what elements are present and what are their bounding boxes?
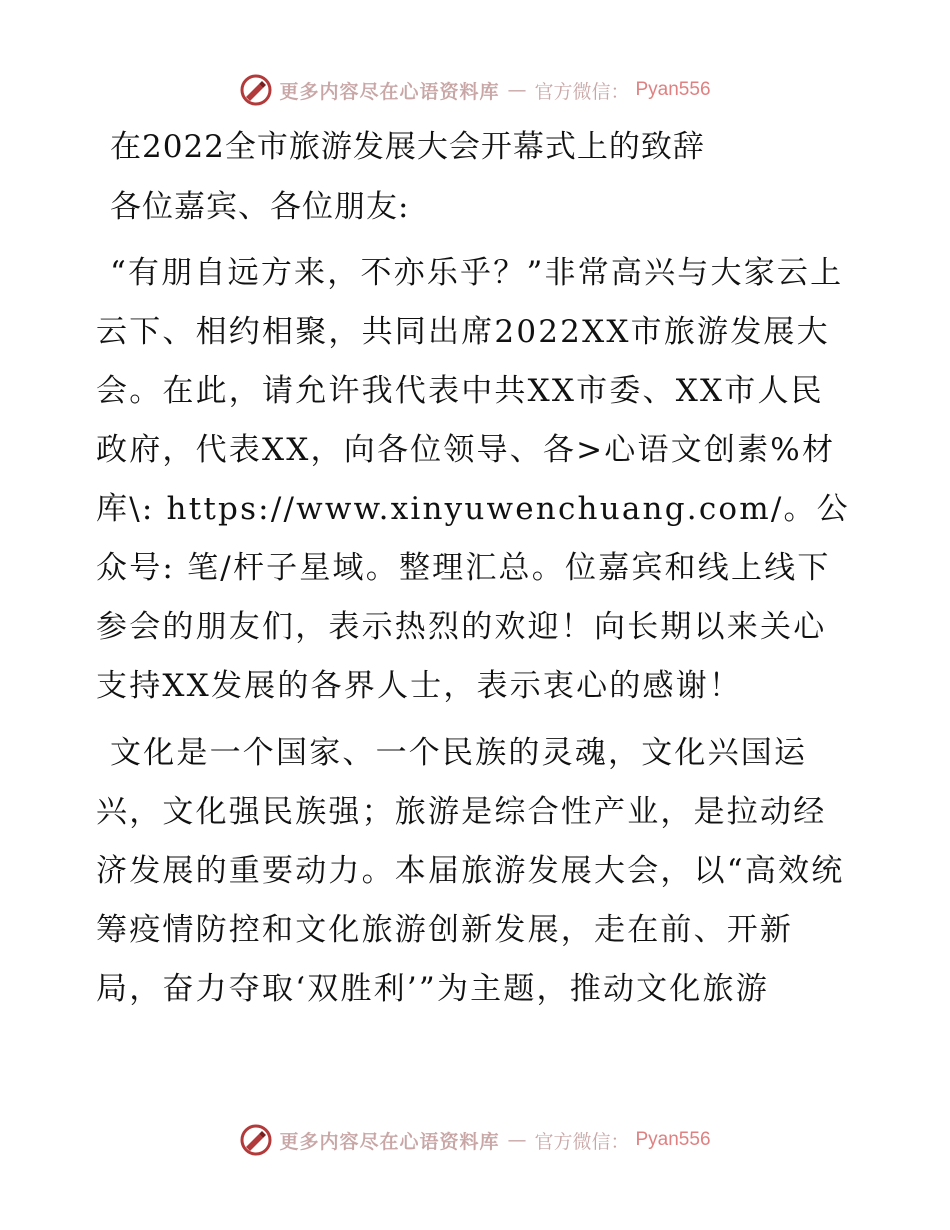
watermark-dash: — [507,79,527,101]
watermark-text: 更多内容尽在心语资料库 [279,1130,500,1153]
watermark-account: Pyan556 [635,79,711,100]
greeting: 各位嘉宾、各位朋友: [110,189,410,225]
pen-logo-icon [239,73,273,107]
watermark-account: Pyan556 [635,1129,711,1150]
watermark-header [0,70,950,110]
watermark-dash: — [507,1129,527,1151]
watermark-footer [0,1120,950,1160]
watermark-contact-label: 官方微信： [534,80,630,103]
watermark-text: 更多内容尽在心语资料库 [279,80,500,103]
paragraph-2: 文化是一个国家、一个民族的灵魂，文化兴国运兴，文化强民族强；旅游是综合性产业，是拉动经济发展的重要动力。本届旅游发展大会，以“高效统筹疫情防控和文化旅游创新发展，走在前、开新局，奋力夺取‘双胜利’”为主题，推动文化旅游 [96,735,845,1007]
paragraph-1: “有朋自远方来，不亦乐乎？”非常高兴与大家云上云下、相约相聚，共同出席2022XX市旅游发展大会。在此，请允许我代表中共XX市委、XX市人民政府，代表XX，向各位领导、各>心语文创素%材库\: https://www.xinyuwenchuang.com/。公众号: 笔/杆子星域。整理汇总。位嘉宾和线上线下参会的朋友们，表示热烈的欢迎！向长期以来关心支持XX发展的各界人士，表示衷心的感谢！ [96,255,850,704]
document-body [96,118,856,1027]
document-title: 在2022全市旅游发展大会开幕式上的致辞 [110,129,705,165]
pen-logo-icon [239,1123,273,1157]
watermark-contact-label: 官方微信： [534,1130,630,1153]
